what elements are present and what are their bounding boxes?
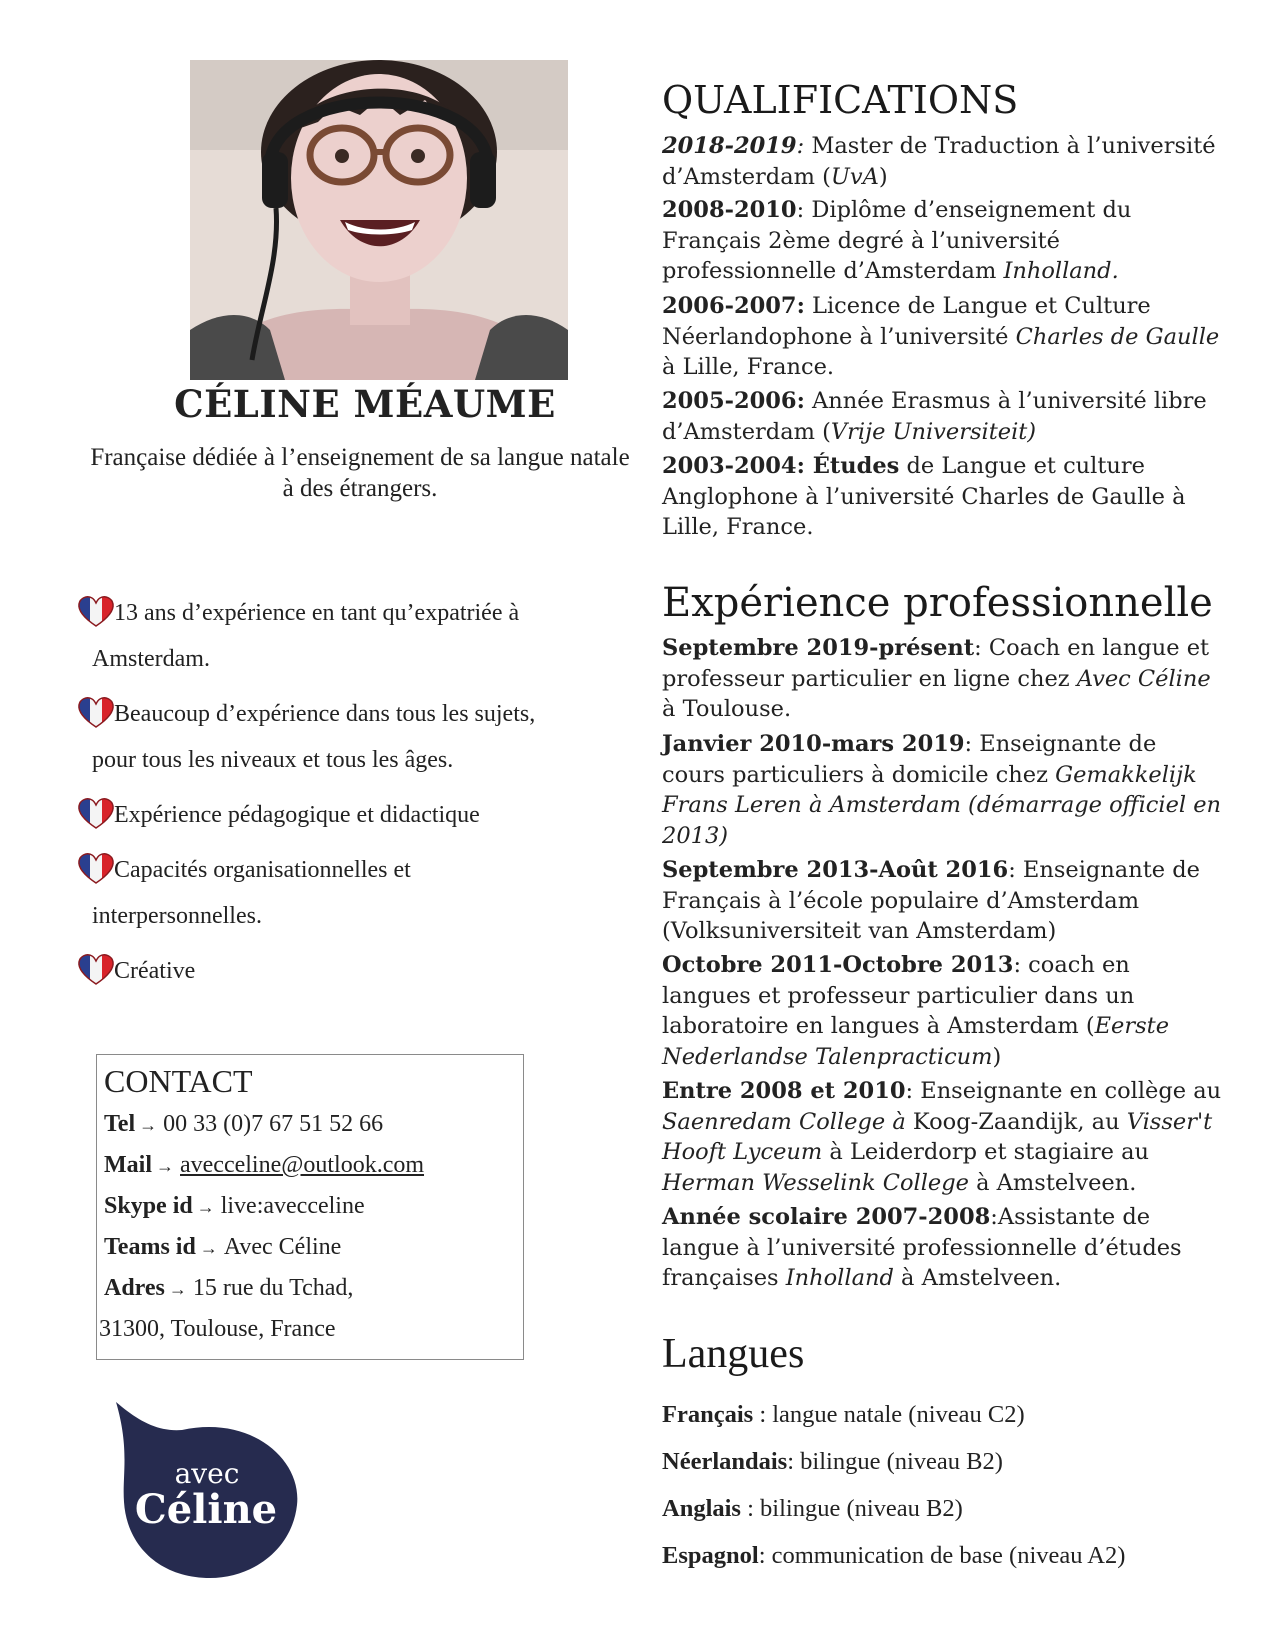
contact-address-line2: 31300, Toulouse, France xyxy=(99,1316,336,1342)
list-item: 13 ans d’expérience en tant qu’expatriée à Amsterdam. xyxy=(76,590,636,682)
french-flag-heart-icon xyxy=(76,695,116,729)
list-item: Créative xyxy=(76,948,636,994)
profile-photo xyxy=(190,60,568,380)
qualification-item: 2008-2010: Diplôme d’enseignement du Français 2ème degré à l’université professionnelle d’Amsterdam Inholland. xyxy=(662,197,1132,284)
experience-item: Année scolaire 2007-2008:Assistante de langue à l’université professionnelle d’études françaises Inholland à Amstelveen. xyxy=(662,1204,1182,1291)
contact-mail: Mail → avecceline@outlook.com xyxy=(104,1152,425,1178)
experience-heading: Expérience professionnelle xyxy=(662,580,1213,626)
logo-text-avec: avec xyxy=(174,1457,240,1490)
qualification-item: 2006-2007: Licence de Langue et Culture Néerlandophone à l’université Charles de Gaulle à Lille, France. xyxy=(662,293,1220,380)
strengths-list xyxy=(76,590,636,1003)
contact-skype: Skype id → live:avecceline xyxy=(104,1193,365,1219)
experience-item: Janvier 2010-mars 2019: Enseignante de cours particuliers à domicile chez Gemakkelijk Frans Leren à Amsterdam (démarrage officiel en 2013) xyxy=(662,731,1222,849)
qualification-item: 2018-2019: Master de Traduction à l’université d’Amsterdam (UvA) xyxy=(662,133,1216,190)
language-item: Espagnol: communication de base (niveau A2) xyxy=(662,1542,1126,1569)
language-item: Néerlandais: bilingue (niveau B2) xyxy=(662,1448,1003,1475)
experience-item: Entre 2008 et 2010: Enseignante en collège au Saenredam College à Koog-Zaandijk, au Visser't Hooft Lyceum à Leiderdorp et stagiaire au Herman Wesselink College à Amstelveen. xyxy=(662,1078,1222,1196)
language-item: Français : langue natale (niveau C2) xyxy=(662,1401,1025,1428)
contact-address: Adres → 15 rue du Tchad, xyxy=(104,1275,354,1301)
contact-title: CONTACT xyxy=(104,1063,253,1099)
qualifications-heading: QUALIFICATIONS xyxy=(662,78,1019,122)
contact-tel: Tel → 00 33 (0)7 67 51 52 66 xyxy=(104,1111,384,1137)
french-flag-heart-icon xyxy=(76,952,116,986)
avec-celine-logo xyxy=(112,1400,302,1580)
email-link[interactable]: avecceline@outlook.com xyxy=(180,1152,425,1178)
logo-text-celine: Céline xyxy=(134,1486,278,1533)
french-flag-heart-icon xyxy=(76,851,116,885)
experience-item: Septembre 2019-présent: Coach en langue et professeur particulier en ligne chez Avec Céline à Toulouse. xyxy=(662,635,1211,722)
experience-item: Septembre 2013-Août 2016: Enseignante de Français à l’école populaire d’Amsterdam (Volksuniversiteit van Amsterdam) xyxy=(662,857,1200,944)
list-item: Capacités organisationnelles et interpersonnelles. xyxy=(76,847,636,939)
languages-heading: Langues xyxy=(662,1331,805,1377)
experience-item: Octobre 2011-Octobre 2013: coach en langues et professeur particulier dans un laboratoire en langues à Amsterdam (Eerste Nederlandse Talenpracticum) xyxy=(662,952,1170,1070)
qualification-item: 2005-2006: Année Erasmus à l’université libre d’Amsterdam (Vrije Universiteit) xyxy=(662,388,1207,445)
list-item: Beaucoup d’expérience dans tous les sujets, pour tous les niveaux et tous les âges. xyxy=(76,691,636,783)
qualification-item: 2003-2004: Études de Langue et culture Anglophone à l’université Charles de Gaulle à Lille, France. xyxy=(662,453,1186,540)
contact-teams: Teams id → Avec Céline xyxy=(104,1234,342,1260)
language-item: Anglais : bilingue (niveau B2) xyxy=(662,1495,963,1522)
list-item: Expérience pédagogique et didactique xyxy=(76,792,636,838)
person-name: CÉLINE MÉAUME xyxy=(174,382,556,426)
contact-box xyxy=(96,1054,524,1360)
french-flag-heart-icon xyxy=(76,796,116,830)
tagline: Française dédiée à l’enseignement de sa langue natale à des étrangers. xyxy=(90,444,630,502)
french-flag-heart-icon xyxy=(76,594,116,628)
